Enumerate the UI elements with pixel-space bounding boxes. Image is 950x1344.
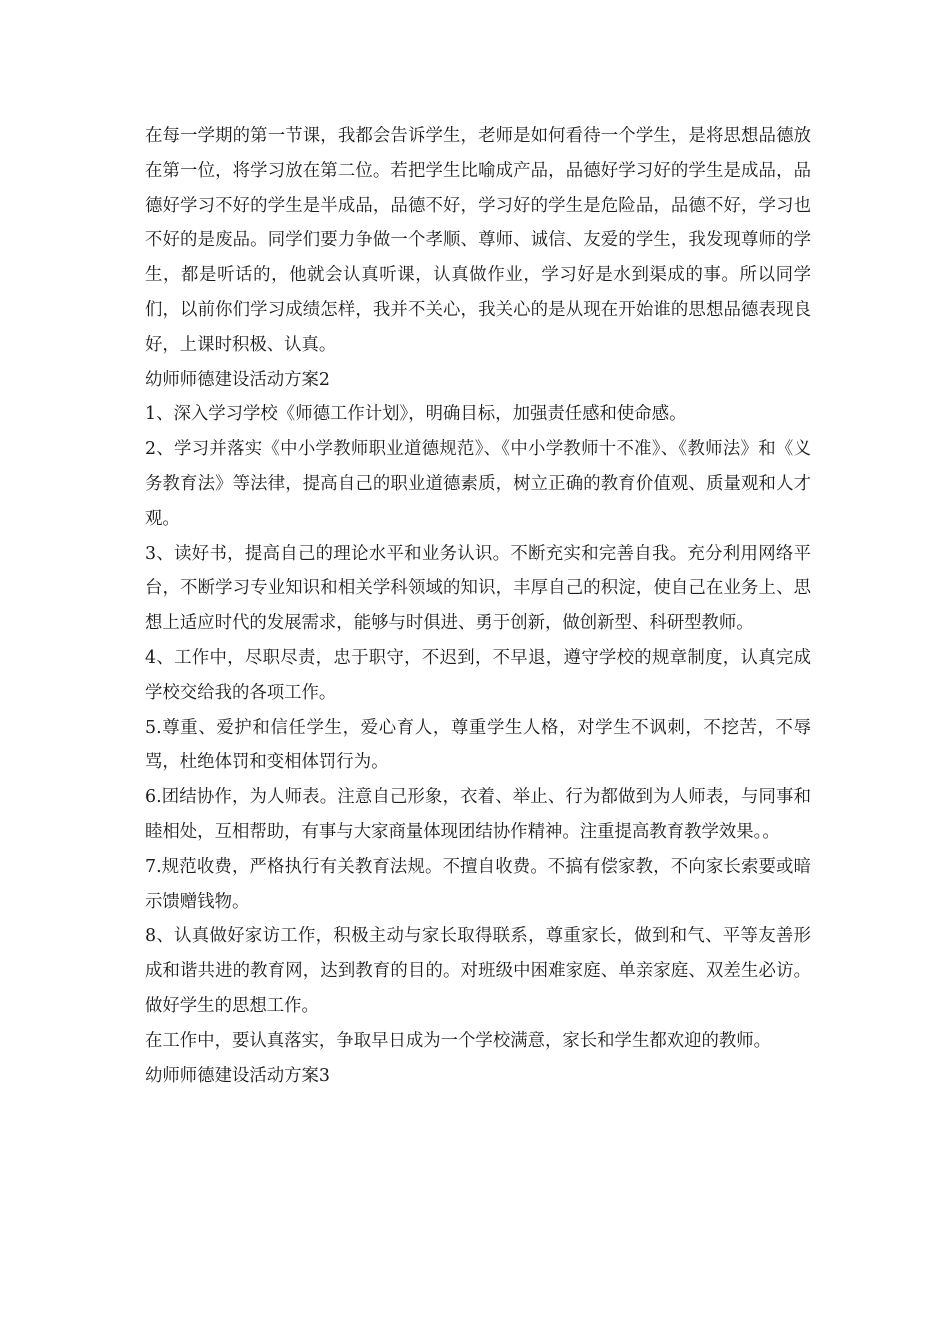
paragraph-item-8: 8、认真做好家访工作，积极主动与家长取得联系，尊重家长，做到和气、平等友善形成和谐共进的教育网，达到教育的目的。对班级中困难家庭、单亲家庭、双差生必访。做好学生的思想工作。 xyxy=(145,926,811,1016)
section-heading-2: 幼师师德建设活动方案2 xyxy=(145,369,330,390)
paragraph-item-7: 7.规范收费，严格执行有关教育法规。不擅自收费。不搞有偿家教，不向家长索要或暗示馈赠钱物。 xyxy=(145,856,811,912)
paragraph-item-2: 2、学习并落实《中小学教师职业道德规范》、《中小学教师十不准》、《教师法》和《义务教育法》等法律，提高自己的职业道德素质，树立正确的教育价值观、质量观和人才观。 xyxy=(145,439,811,529)
paragraph-item-1: 1、深入学习学校《师德工作计划》，明确目标，加强责任感和使命感。 xyxy=(145,404,687,425)
paragraph-conclusion: 在工作中，要认真落实，争取早日成为一个学校满意，家长和学生都欢迎的教师。 xyxy=(145,1030,772,1051)
paragraph-intro: 在每一学期的第一节课，我都会告诉学生，老师是如何看待一个学生，是将思想品德放在第一位，将学习放在第二位。若把学生比喻成产品，品德好学习好的学生是成品，品德好学习不好的学生是半成品，品德不好，学习好的学生是危险品，品德不好，学习也不好的是废品。同学们要力争做一个孝顺、尊师、诚信、友爱的学生，我发现尊师的学生，都是听话的，他就会认真听课，认真做作业，学习好是水到渠成的事。所以同学们，以前你们学习成绩怎样，我并不关心，我关心的是从现在开始谁的思想品德表现良好，上课时积极、认真。 xyxy=(145,126,811,355)
paragraph-item-4: 4、工作中，尽职尽责，忠于职守，不迟到，不早退，遵守学校的规章制度，认真完成学校交给我的各项工作。 xyxy=(145,647,811,703)
section-heading-3: 幼师师德建设活动方案3 xyxy=(145,1065,330,1086)
document-body xyxy=(145,119,811,1093)
paragraph-item-5: 5.尊重、爱护和信任学生，爱心育人，尊重学生人格，对学生不讽刺，不挖苦，不辱骂，杜绝体罚和变相体罚行为。 xyxy=(145,717,811,773)
paragraph-item-6: 6.团结协作，为人师表。注意自己形象，衣着、举止、行为都做到为人师表，与同事和睦相处，互相帮助，有事与大家商量体现团结协作精神。注重提高教育教学效果。。 xyxy=(145,787,811,842)
paragraph-item-3: 3、读好书，提高自己的理论水平和业务认识。不断充实和完善自我。充分利用网络平台，不断学习专业知识和相关学科领域的知识，丰厚自己的积淀，使自己在业务上、思想上适应时代的发展需求，能够与时俱进、勇于创新，做创新型、科研型教师。 xyxy=(145,543,811,634)
